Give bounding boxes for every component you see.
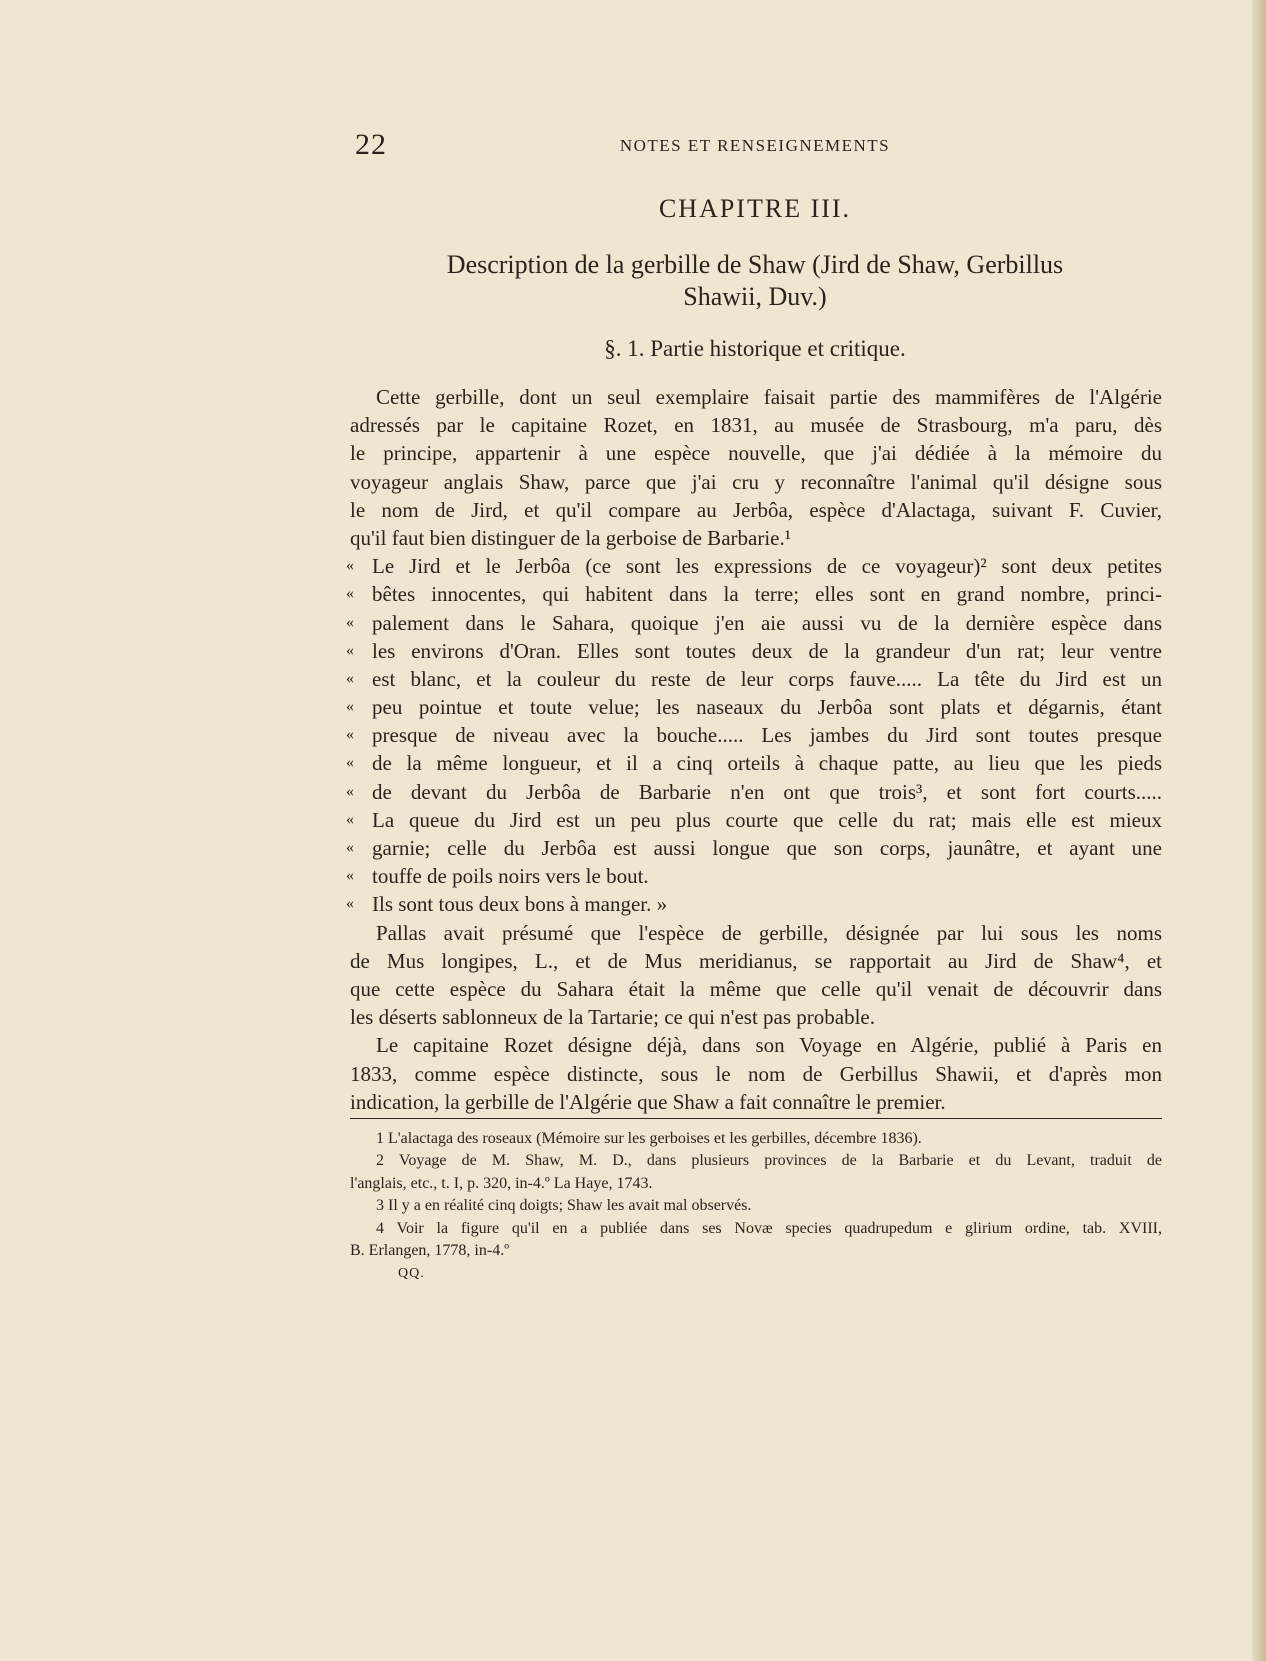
footnotes bbox=[350, 1128, 1162, 1262]
quoted-text: les environs d'Oran. Elles sont toutes deux de la grandeur d'un rat; leur ventre bbox=[372, 638, 1162, 663]
quote-mark: « bbox=[346, 895, 354, 913]
quoted-line bbox=[346, 552, 1162, 580]
running-head bbox=[355, 128, 1155, 162]
text-line: Le capitaine Rozet désigne déjà, dans son Voyage en Algérie, publié à Paris en bbox=[376, 1033, 1162, 1058]
signature-mark: QQ. bbox=[398, 1266, 425, 1281]
text-line: 1833, comme espèce distincte, sous le nom de Gerbillus Shawii, et d'après mon bbox=[350, 1061, 1162, 1086]
quoted-line bbox=[346, 862, 1162, 890]
quote-mark: « bbox=[346, 754, 354, 772]
footnote: B. Erlangen, 1778, in-4.º bbox=[350, 1241, 510, 1259]
quoted-text: Ils sont tous deux bons à manger. » bbox=[372, 892, 668, 917]
quoted-text: touffe de poils noirs vers le bout. bbox=[372, 864, 649, 889]
text-line: voyageur anglais Shaw, parce que j'ai cru y reconnaître l'animal qu'il désigne sous bbox=[350, 469, 1162, 494]
quote-mark: « bbox=[346, 810, 354, 828]
quote-mark: « bbox=[346, 782, 354, 800]
quoted-line bbox=[346, 778, 1162, 806]
text-line: les déserts sablonneux de la Tartarie; ce qui n'est pas probable. bbox=[350, 1005, 875, 1030]
quoted-text: garnie; celle du Jerbôa est aussi longue que son corps, jaunâtre, et ayant une bbox=[372, 836, 1162, 860]
quoted-line bbox=[346, 637, 1162, 665]
quote-mark: « bbox=[346, 641, 354, 659]
quoted-line bbox=[346, 693, 1162, 721]
quoted-text: palement dans le Sahara, quoique j'en aie aussi vu de la dernière espèce dans bbox=[372, 610, 1162, 635]
quoted-text: peu pointue et toute velue; les naseaux du Jerbôa sont plats et dégarnis, étant bbox=[372, 695, 1162, 720]
text-line: Cette gerbille, dont un seul exemplaire faisait partie des mammifères de l'Algérie bbox=[376, 385, 1162, 409]
quote-mark: « bbox=[346, 613, 354, 631]
quoted-line bbox=[346, 665, 1162, 693]
quoted-line bbox=[346, 806, 1162, 834]
text-line: qu'il faut bien distinguer de la gerboise de Barbarie.¹ bbox=[350, 525, 792, 550]
quote-mark: « bbox=[346, 669, 354, 687]
quoted-text: de la même longueur, et il a cinq orteils à chaque patte, au lieu que les pieds bbox=[372, 751, 1162, 776]
quoted-line bbox=[346, 721, 1162, 749]
footnote-rule bbox=[350, 1118, 1162, 1119]
quoted-line bbox=[346, 749, 1162, 777]
quote-mark: « bbox=[346, 839, 354, 856]
chapter-heading: CHAPITRE III. bbox=[658, 194, 852, 223]
section-heading: §. 1. Partie historique et critique. bbox=[604, 336, 906, 361]
quote-mark: « bbox=[346, 726, 354, 744]
quoted-line bbox=[346, 609, 1162, 637]
text-line: que cette espèce du Sahara était la même que celle qu'il venait de découvrir dans bbox=[350, 976, 1162, 1001]
quoted-text: de devant du Jerbôa de Barbarie n'en ont que trois³, et sont fort courts..... bbox=[372, 779, 1162, 804]
quote-mark: « bbox=[346, 557, 354, 575]
quoted-line bbox=[346, 834, 1162, 862]
chapter-description bbox=[355, 249, 1155, 313]
quoted-text: bêtes innocentes, qui habitent dans la terre; elles sont en grand nombre, princi- bbox=[372, 582, 1162, 607]
footnote: 4 Voir la figure qu'il en a publiée dans ses Novæ species quadrupedum e glirium ordine, tab. XVIII, bbox=[376, 1219, 1162, 1237]
quoted-text: presque de niveau avec la bouche..... Les jambes du Jird sont toutes presque bbox=[372, 723, 1162, 748]
quote-mark: « bbox=[346, 867, 354, 885]
text-line: indication, la gerbille de l'Algérie que Shaw a fait connaître le premier. bbox=[350, 1089, 946, 1114]
text-line: le nom de Jird, et qu'il compare au Jerbôa, espèce d'Alactaga, suivant F. Cuvier, bbox=[350, 497, 1162, 522]
quoted-text: est blanc, et la couleur du reste de leur corps fauve..... La tête du Jird est un bbox=[372, 666, 1162, 691]
quoted-line bbox=[346, 890, 1162, 918]
quoted-line bbox=[346, 580, 1162, 608]
quoted-text: Le Jird et le Jerbôa (ce sont les expressions de ce voyageur)² sont deux petites bbox=[372, 554, 1162, 579]
footnote: 3 Il y a en réalité cinq doigts; Shaw les avait mal observés. bbox=[376, 1197, 752, 1215]
quoted-text: La queue du Jird est un peu plus courte que celle du rat; mais elle est mieux bbox=[372, 807, 1162, 832]
quote-mark: « bbox=[346, 698, 354, 716]
footnote: l'anglais, etc., t. I, p. 320, in-4.º La Haye, 1743. bbox=[350, 1174, 653, 1192]
text-line: adressés par le capitaine Rozet, en 1831, au musée de Strasbourg, m'a paru, dès bbox=[350, 413, 1162, 438]
running-title: NOTES ET RENSEIGNEMENTS bbox=[619, 136, 891, 155]
description-line: Description de la gerbille de Shaw (Jird de Shaw, Gerbillus bbox=[446, 250, 1064, 279]
footnote: 1 L'alactaga des roseaux (Mémoire sur les gerboises et les gerbilles, décembre 1836). bbox=[376, 1130, 922, 1147]
body-text bbox=[346, 383, 1162, 1116]
footnote: 2 Voyage de M. Shaw, M. D., dans plusieurs provinces de la Barbarie et du Levant, traduit de bbox=[376, 1152, 1162, 1170]
description-line: Shawii, Duv.) bbox=[683, 282, 827, 311]
text-line: le principe, appartenir à une espèce nouvelle, que j'ai dédiée à la mémoire du bbox=[350, 441, 1162, 466]
text-line: Pallas avait présumé que l'espèce de gerbille, désignée par lui sous les noms bbox=[376, 920, 1162, 945]
quote-mark: « bbox=[346, 585, 354, 603]
text-line: de Mus longipes, L., et de Mus meridianus, se rapportait au Jird de Shaw⁴, et bbox=[350, 948, 1162, 973]
page-number: 22 bbox=[355, 128, 387, 161]
